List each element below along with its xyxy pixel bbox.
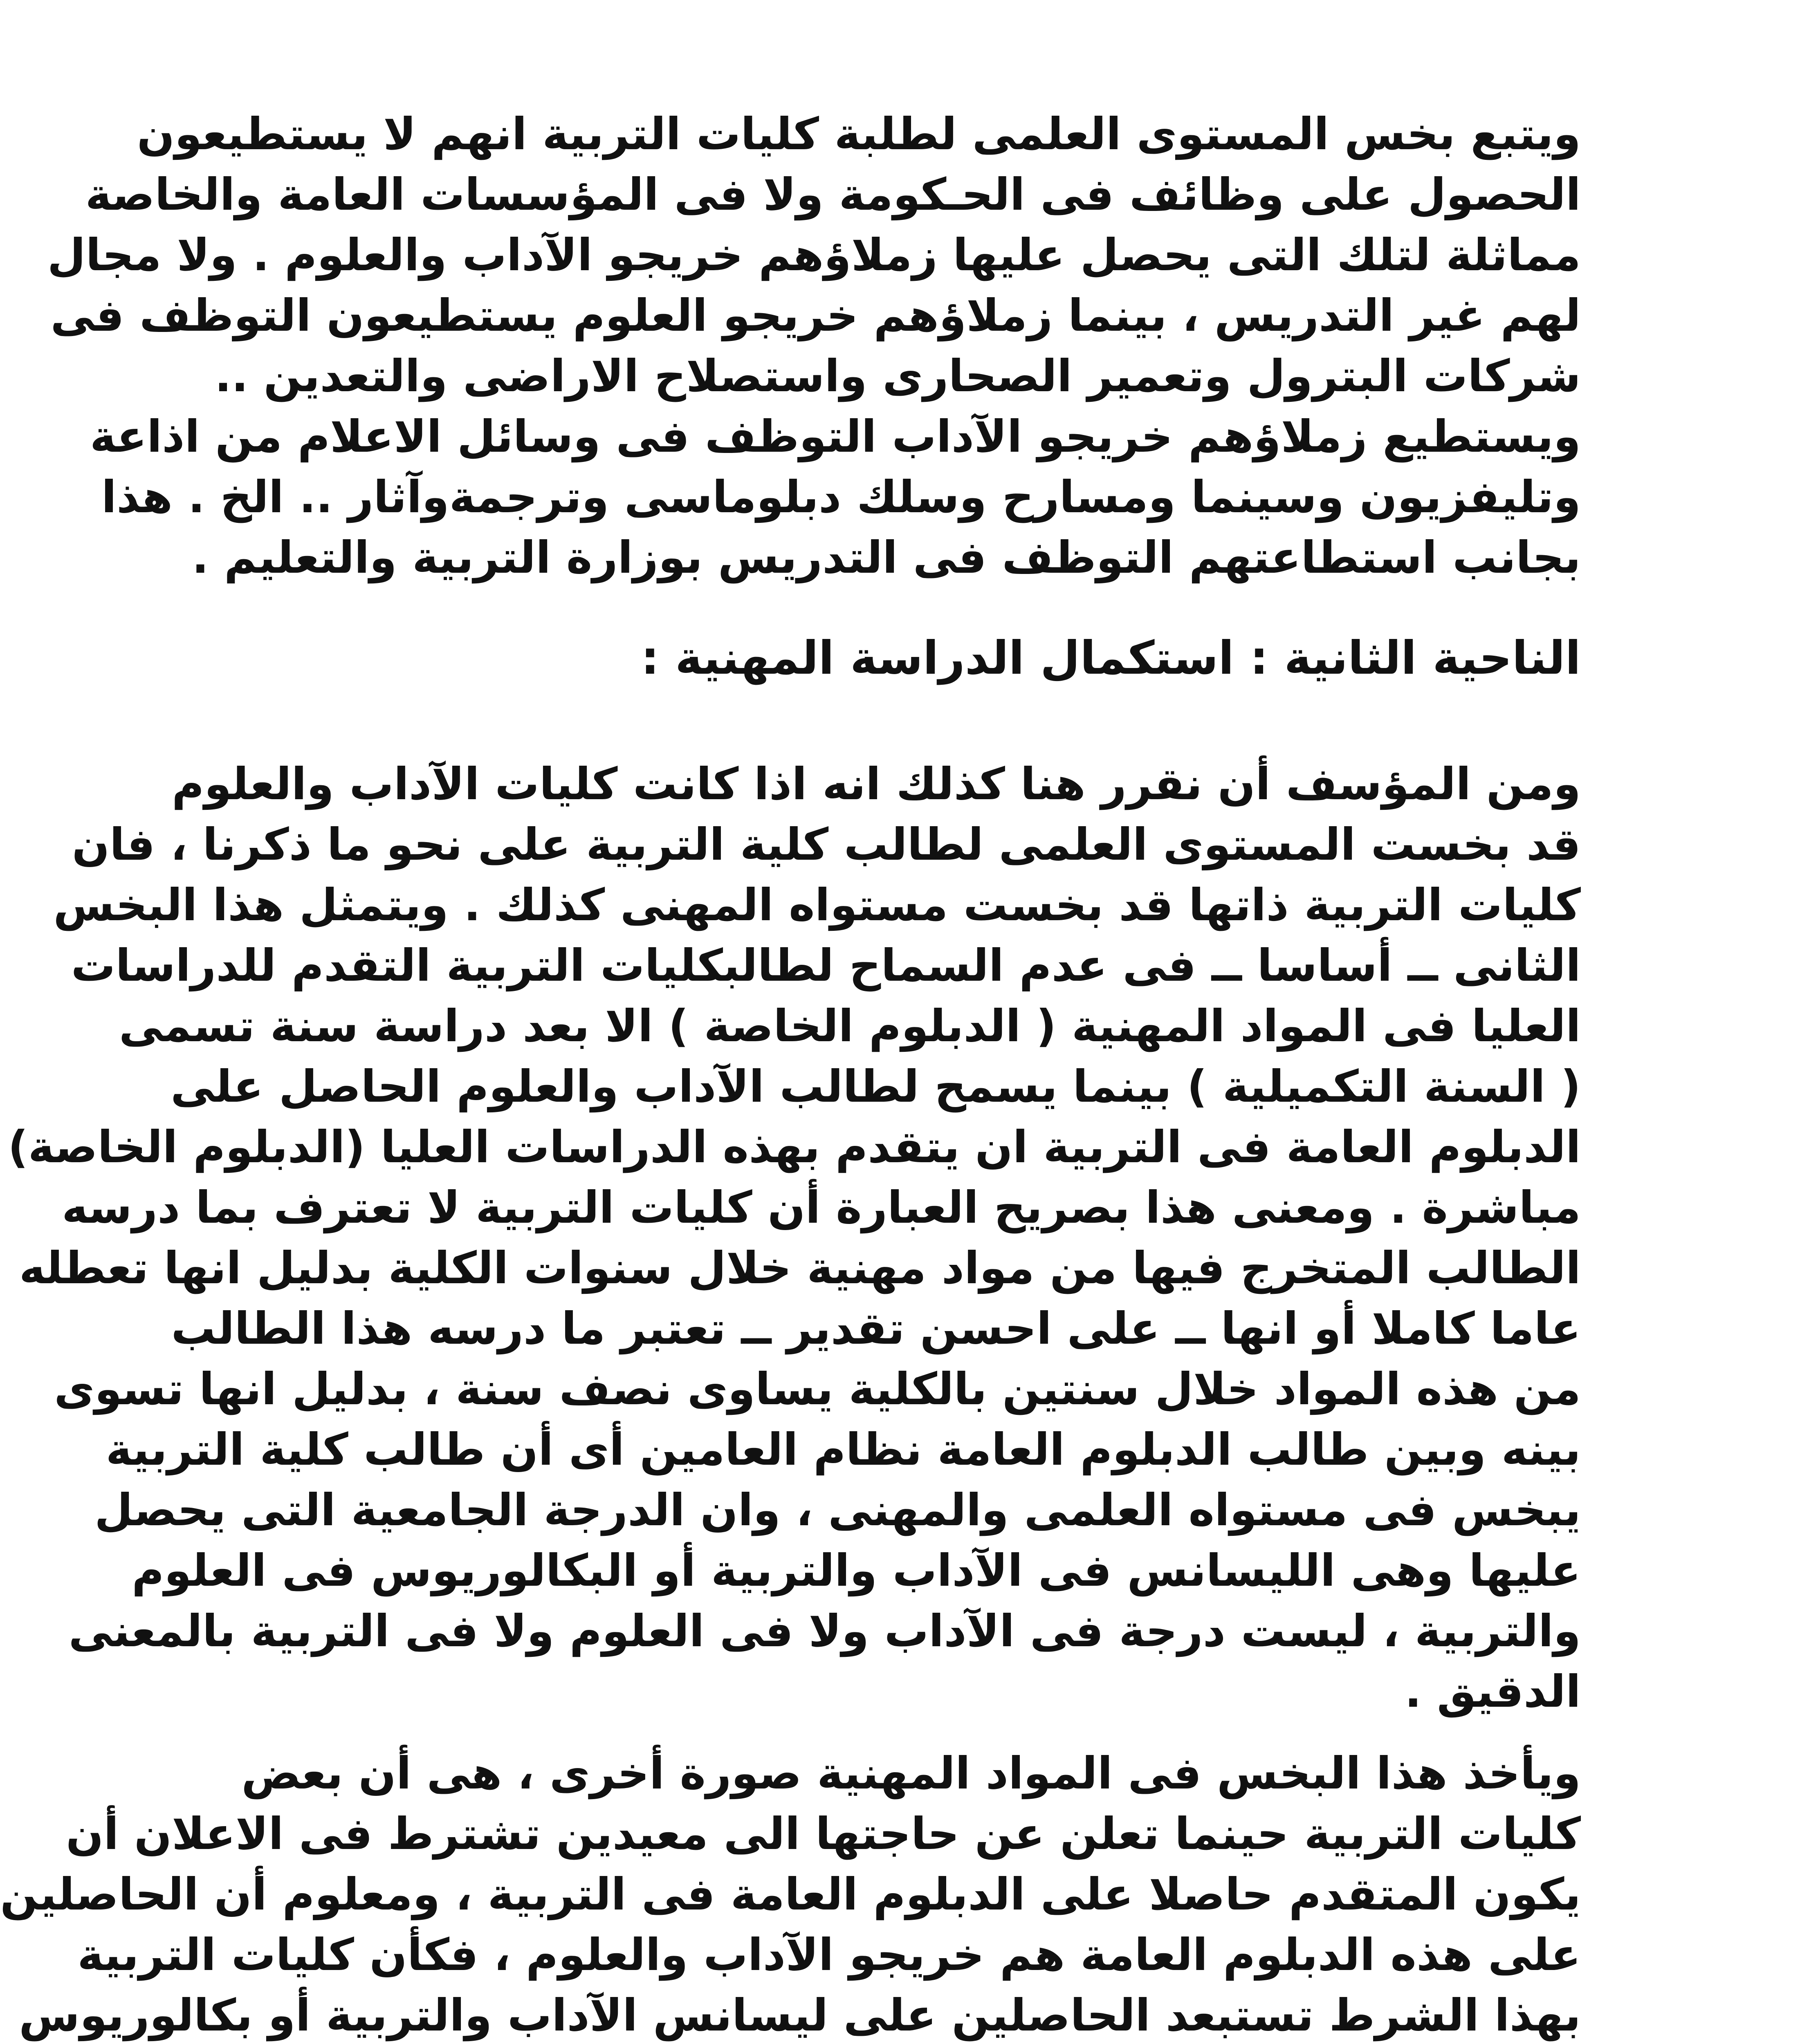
text-line: كليات التربية ذاتها قد بخست مستواه المهنى كذلك . ويتمثل هذا البخس bbox=[53, 880, 1581, 931]
text-line: شركات البترول وتعمير الصحارى واستصلاح الاراضى والتعدين .. bbox=[215, 351, 1581, 402]
section-heading: الناحية الثانية : استكمال الدراسة المهنية : bbox=[641, 632, 1581, 685]
text-line: الحصول على وظائف فى الحـكومة ولا فى المؤسسات العامة والخاصة bbox=[85, 169, 1581, 220]
text-line: يبخس فى مستواه العلمى والمهنى ، وان الدرجة الجامعية التى يحصل bbox=[94, 1485, 1581, 1536]
text-line: مباشرة . ومعنى هذا بصريح العبارة أن كليات التربية لا تعترف بما درسه bbox=[62, 1182, 1581, 1233]
text-line: بهذا الشرط تستبعد الحاصلين على ليسانس الآداب والتربية أو بكالوريوس bbox=[19, 1990, 1581, 2041]
text-line: وتليفزيون وسينما ومسارح وسلك دبلوماسى وترجمةوآثار .. الخ . هذا bbox=[101, 472, 1581, 523]
text-line: على هذه الدبلوم العامة هم خريجو الآداب والعلوم ، فكأن كليات التربية bbox=[77, 1930, 1581, 1981]
text-line: الثانى ــ أساسا ــ فى عدم السماح لطالبكليات التربية التقدم للدراسات bbox=[71, 940, 1581, 991]
text-line: ويتبع بخس المستوى العلمى لطلبة كليات التربية انهم لا يستطيعون bbox=[137, 109, 1581, 160]
text-line: الدقيق . bbox=[1405, 1666, 1581, 1717]
text-line: يكون المتقدم حاصلا على الدبلوم العامة فى التربية ، ومعلوم أن الحاصلين bbox=[0, 1869, 1581, 1920]
text-line: عاما كاملا أو انها ــ على احسن تقدير ــ تعتبر ما درسه هذا الطالب bbox=[171, 1303, 1581, 1354]
text-line: ويستطيع زملاؤهم خريجو الآداب التوظف فى وسائل الاعلام من اذاعة bbox=[90, 411, 1581, 462]
text-line: قد بخست المستوى العلمى لطالب كلية التربية على نحو ما ذكرنا ، فان bbox=[72, 819, 1581, 870]
text-line: عليها وهى الليسانس فى الآداب والتربية أو البكالوريوس فى العلوم bbox=[132, 1545, 1581, 1596]
text-line: كليات التربية حينما تعلن عن حاجتها الى معيدين تشترط فى الاعلان أن bbox=[66, 1809, 1581, 1860]
text-line: ومن المؤسف أن نقرر هنا كذلك انه اذا كانت كليات الآداب والعلوم bbox=[172, 759, 1581, 810]
text-line: بجانب استطاعتهم التوظف فى التدريس بوزارة التربية والتعليم . bbox=[192, 532, 1581, 583]
text-line: والتربية ، ليست درجة فى الآداب ولا فى العلوم ولا فى التربية بالمعنى bbox=[68, 1606, 1581, 1657]
text-line: لهم غير التدريس ، بينما زملاؤهم خريجو العلوم يستطيعون التوظف فى bbox=[50, 290, 1581, 341]
text-line: بينه وبين طالب الدبلوم العامة نظام العامين أى أن طالب كلية التربية bbox=[105, 1424, 1581, 1475]
text-line: العليا فى المواد المهنية ( الدبلوم الخاصة ) الا بعد دراسة سنة تسمى bbox=[119, 1001, 1581, 1052]
text-line: الطالب المتخرج فيها من مواد مهنية خلال سنوات الكلية بدليل انها تعطله bbox=[19, 1243, 1581, 1294]
text-line: ( السنة التكميلية ) بينما يسمح لطالب الآداب والعلوم الحاصل على bbox=[171, 1061, 1581, 1112]
text-line: من هذه المواد خلال سنتين بالكلية يساوى نصف سنة ، بدليل انها تسوى bbox=[54, 1364, 1581, 1415]
text-line: ويأخذ هذا البخس فى المواد المهنية صورة أخرى ، هى أن بعض bbox=[241, 1748, 1581, 1799]
paragraph-2 bbox=[8, 754, 1581, 1722]
paragraph-1 bbox=[47, 104, 1581, 588]
text-line: الدبلوم العامة فى التربية ان يتقدم بهذه الدراسات العليا (الدبلوم الخاصة) bbox=[8, 1122, 1581, 1173]
text-line: مماثلة لتلك التى يحصل عليها زملاؤهم خريجو الآداب والعلوم . ولا مجال bbox=[47, 230, 1581, 281]
paragraph-3 bbox=[0, 1744, 1581, 2044]
